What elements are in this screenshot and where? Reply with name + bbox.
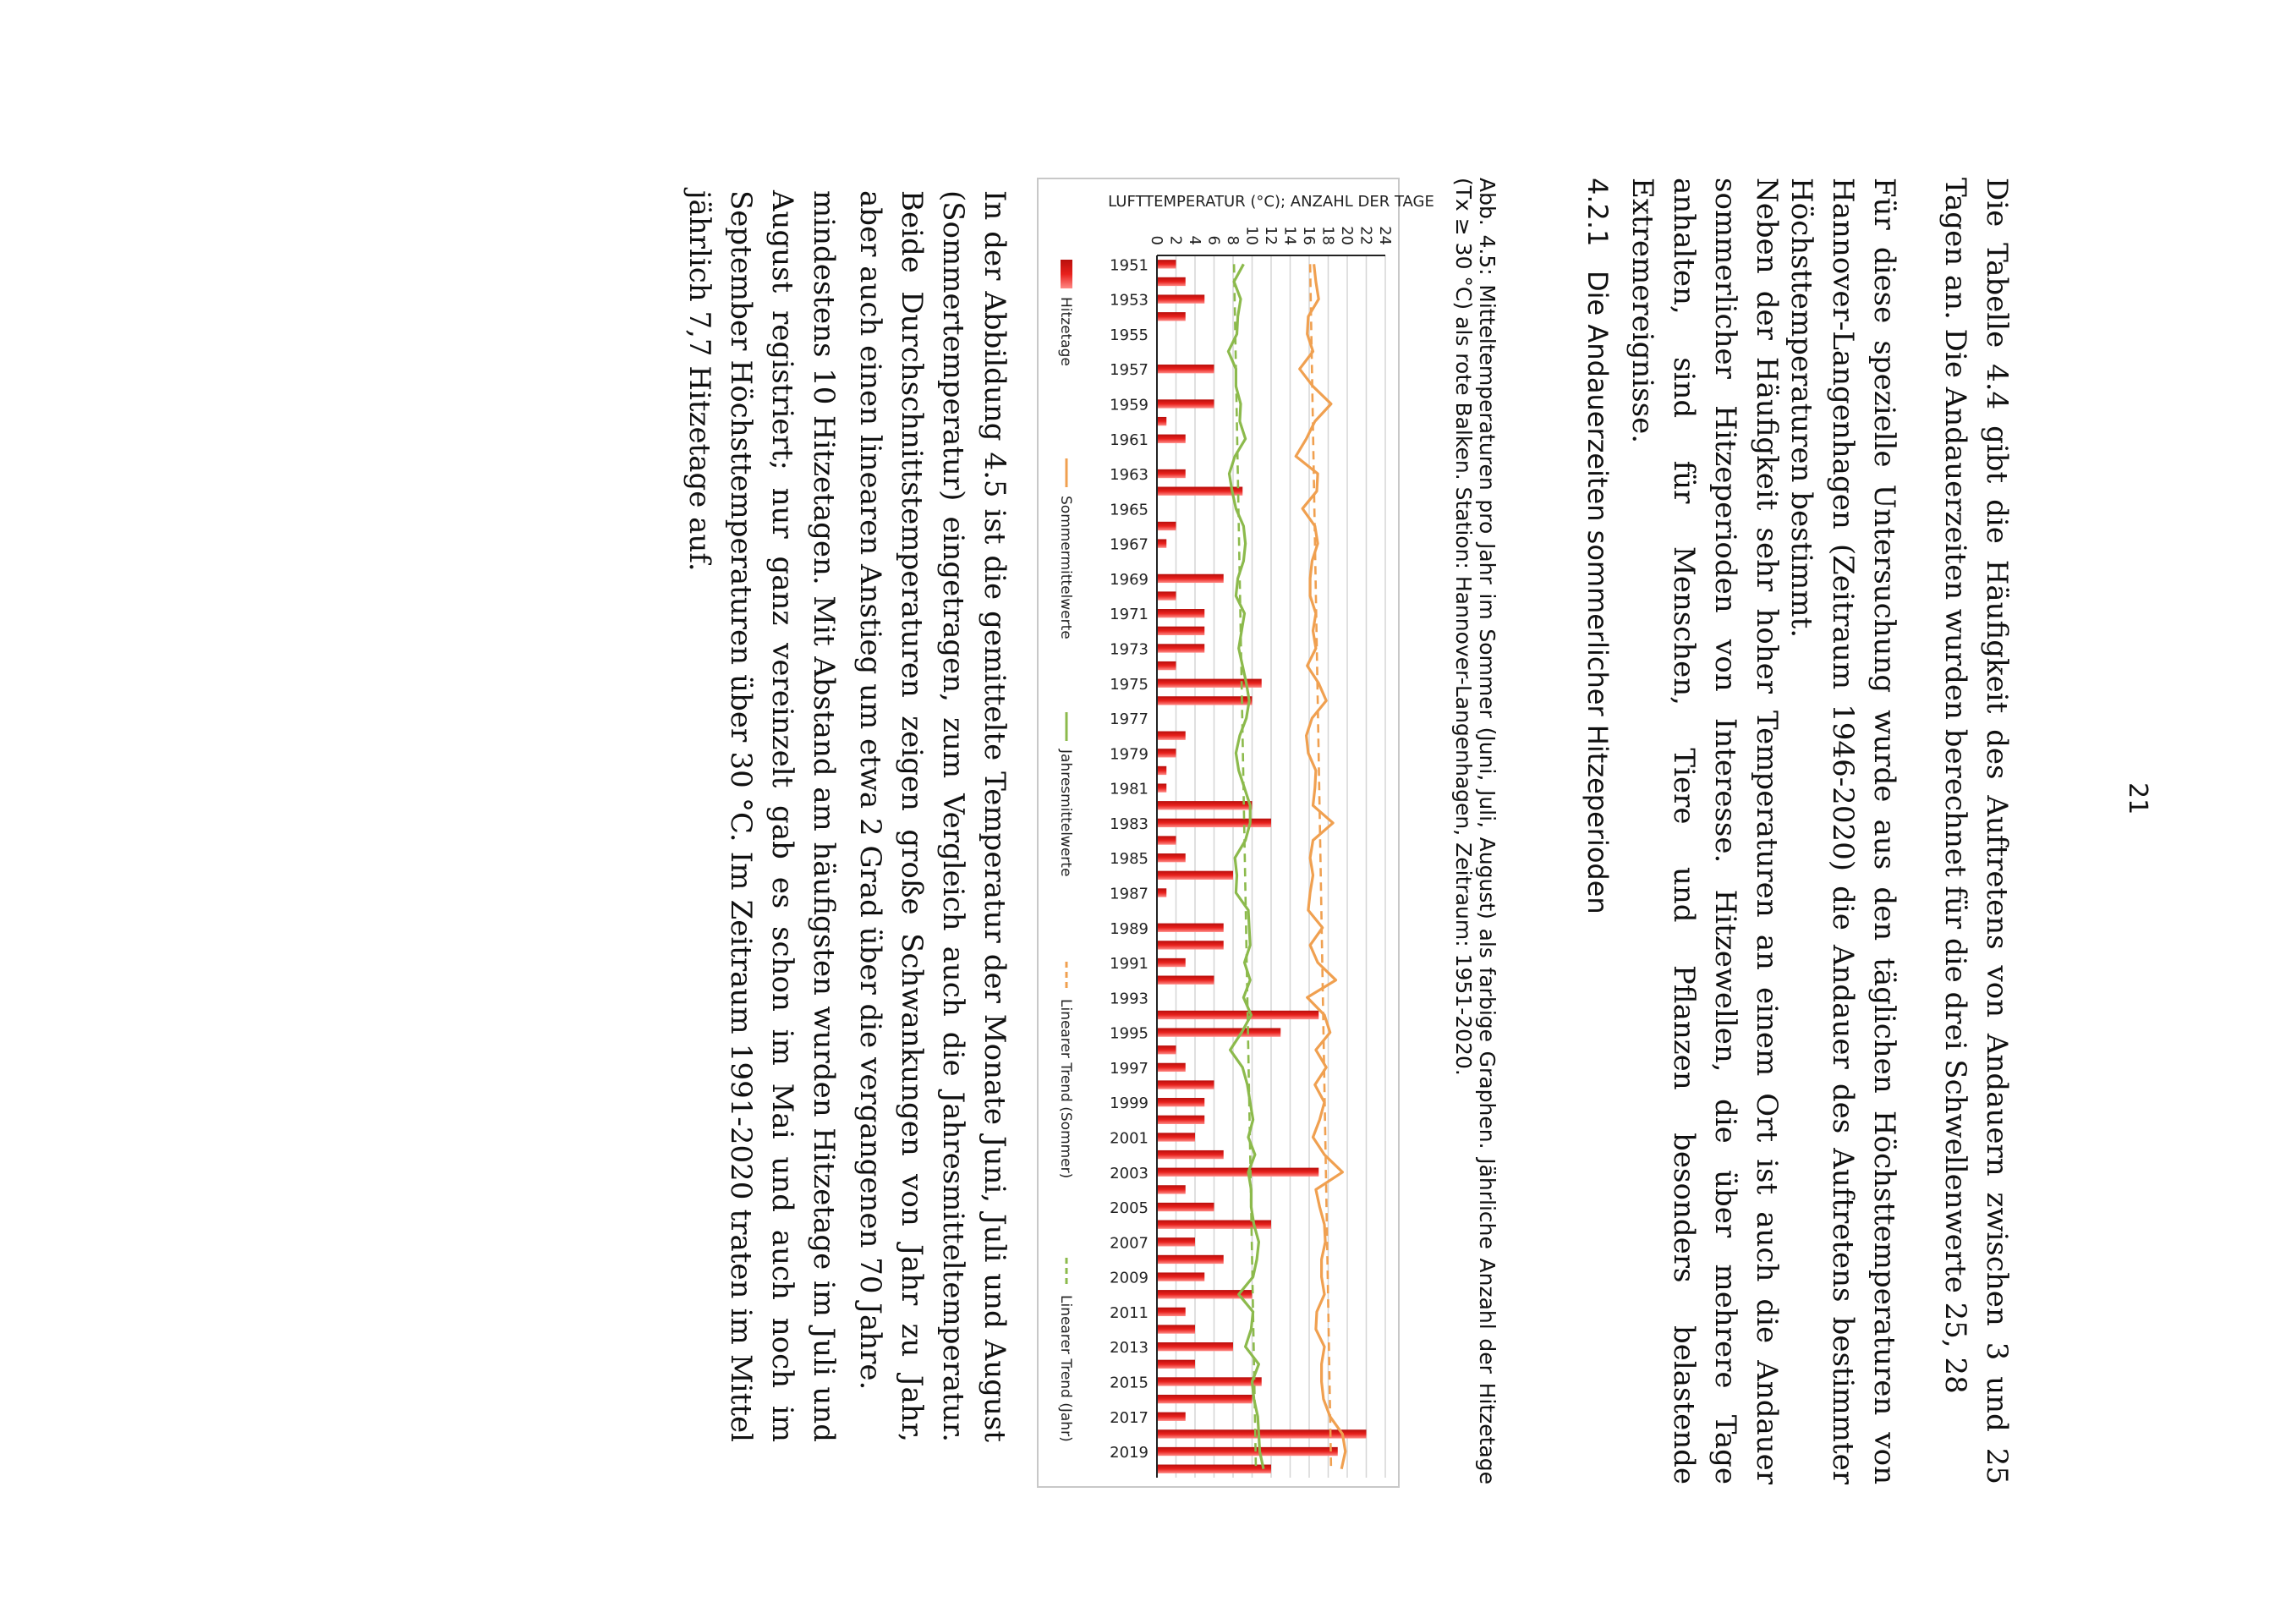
x-tick-label: 1981	[1110, 780, 1148, 798]
x-tick-label: 1989	[1110, 919, 1148, 938]
hitzetage-bar	[1157, 1308, 1186, 1316]
hitzetage-bar	[1157, 1011, 1318, 1019]
x-tick-label: 1957	[1110, 361, 1148, 380]
x-tick-label: 2011	[1110, 1303, 1148, 1322]
x-tick-label: 2019	[1110, 1444, 1148, 1462]
hitzetage-bar	[1157, 399, 1214, 408]
x-tick-label: 1979	[1110, 745, 1148, 764]
hitzetage-bar	[1157, 609, 1204, 617]
hitzetage-bar	[1157, 1116, 1204, 1124]
hitzetage-bar	[1157, 294, 1204, 303]
legend-label: Linearer Trend (Jahr)	[1057, 1295, 1074, 1442]
legend-item	[1057, 458, 1074, 639]
hitzetage-bar	[1157, 1465, 1271, 1473]
hitzetage-bar	[1157, 1272, 1204, 1281]
y-tick-label: 24	[1376, 226, 1394, 245]
hitzetage-bar	[1157, 1360, 1195, 1369]
y-tick-label: 4	[1186, 235, 1203, 245]
x-tick-label: 1965	[1110, 501, 1148, 519]
hitzetage-bar	[1157, 627, 1204, 635]
x-tick-label: 1987	[1110, 885, 1148, 903]
x-tick-label: 1963	[1110, 466, 1148, 485]
sommermittelwerte-line	[1296, 264, 1346, 1468]
hitzetage-bar	[1157, 976, 1214, 985]
x-tick-label: 2003	[1110, 1164, 1148, 1182]
hitzetage-bar	[1157, 958, 1186, 967]
y-tick-label: 12	[1262, 226, 1280, 245]
y-tick-label: 18	[1318, 226, 1337, 245]
hitzetage-bar	[1157, 941, 1224, 949]
legend-item	[1057, 962, 1074, 1178]
hitzetage-bar	[1157, 417, 1166, 425]
hitzetage-bar	[1157, 522, 1176, 530]
figure-4-5	[1037, 178, 1434, 1488]
x-tick-label: 1953	[1110, 291, 1148, 310]
legend-item	[1057, 1258, 1074, 1442]
x-tick-label: 1969	[1110, 570, 1148, 589]
x-tick-label: 2009	[1110, 1269, 1148, 1287]
y-tick-label: 22	[1357, 226, 1375, 245]
x-tick-label: 1983	[1110, 815, 1148, 833]
hitzetage-bar	[1157, 1133, 1195, 1141]
hitzetage-bar	[1157, 1203, 1214, 1211]
x-tick-label: 2001	[1110, 1129, 1148, 1148]
hitzetage-bar	[1157, 661, 1176, 670]
hitzetage-bar	[1157, 783, 1166, 792]
x-tick-label: 2005	[1110, 1199, 1148, 1218]
hitzetage-bar	[1157, 853, 1186, 862]
y-tick-label: 0	[1148, 235, 1165, 245]
paragraph-figure-description: In der Abbildung 4.5 ist die gemittelte Temperatur der Monate Juni, Juli und August (Sommertemperatur) eingetragen, zum Vergleich auch die Jahresmitteltemperatur. Beide Durchschnittstemperaturen zeigen große Schwankungen von Jahr zu Jahr, aber auch einen linearen Anstieg um etwa 2 Grad über die vergangenen 70 Jahre.	[853, 190, 1011, 1442]
legend-label: Linearer Trend (Sommer)	[1057, 999, 1074, 1179]
section-title: Die Andauerzeiten sommerlicher Hitzeperioden	[1582, 271, 1614, 914]
x-tick-label: 1993	[1110, 990, 1148, 1008]
hitzetage-bar	[1157, 277, 1186, 286]
x-tick-label: 2013	[1110, 1339, 1148, 1358]
y-tick-label: 20	[1338, 226, 1356, 245]
figure-caption: Abb. 4.5: Mitteltemperaturen pro Jahr im Sommer (Juni, Juli, August) als farbige Graphen. Jährliche Anzahl der Hitzetage (Tx ≥ 30 °C) als rote Balken. Station: Hannover-Langenhagen, Zeitraum: 1951-2020.	[1451, 178, 1499, 1484]
hitzetage-bar	[1157, 1429, 1367, 1438]
hitzetage-bar	[1157, 365, 1214, 373]
hitzetage-bar	[1157, 574, 1224, 583]
hitzetage-bar	[1157, 469, 1186, 478]
y-tick-label: 6	[1204, 235, 1223, 245]
hitzetage-bar	[1157, 924, 1224, 932]
section-heading	[1582, 178, 1614, 914]
x-tick-label: 1977	[1110, 710, 1148, 729]
x-tick-label: 1973	[1110, 640, 1148, 659]
x-tick-label: 2015	[1110, 1374, 1148, 1392]
hitzetage-bar	[1157, 1098, 1204, 1106]
hitzetage-bar	[1157, 487, 1242, 496]
legend-label: Jahresmittelwerte	[1057, 749, 1074, 877]
y-tick-label: 2	[1166, 235, 1185, 245]
hitzetage-bar	[1157, 1150, 1224, 1159]
x-tick-label: 1985	[1110, 850, 1148, 869]
legend-swatch-hitzetage	[1061, 260, 1072, 288]
hitzetage-bar	[1157, 1063, 1186, 1072]
hitzetage-bar	[1157, 435, 1186, 443]
y-axis-title: LUFTTEMPERATUR (°C); ANZAHL DER TAGE	[1108, 193, 1434, 211]
hitzetage-bar	[1157, 871, 1233, 880]
x-tick-label: 1951	[1110, 256, 1148, 275]
legend-label: Hitzetage	[1057, 297, 1074, 366]
temperature-hitzetage-chart	[1039, 179, 1434, 1486]
hitzetage-bar	[1157, 539, 1166, 547]
hitzetage-bar	[1157, 312, 1186, 321]
x-tick-label: 2017	[1110, 1408, 1148, 1427]
paragraph-method: Für diese spezielle Untersuchung wurde aus den täglichen Höchsttemperaturen von Hannover-Langenhagen (Zeitraum 1946-2020) die Andauer des Auftretens bestimmter Höchsttemperaturen bestimmt.	[1784, 178, 1901, 1484]
legend-item	[1057, 260, 1074, 366]
hitzetage-bar	[1157, 888, 1166, 897]
hitzetage-bar	[1157, 1395, 1253, 1403]
hitzetage-bar	[1157, 1028, 1280, 1036]
hitzetage-bar	[1157, 1325, 1195, 1333]
hitzetage-bar	[1157, 1413, 1186, 1421]
hitzetage-bar	[1157, 1377, 1262, 1385]
paragraph-table-reference: Die Tabelle 4.4 gibt die Häufigkeit des Auftretens von Andauern zwischen 3 und 25 Tagen an. Die Andauerzeiten wurden berechnet für die drei Schwellenwerte 25, 28	[1938, 178, 2014, 1484]
hitzetage-bar	[1157, 591, 1176, 600]
hitzetage-bar	[1157, 749, 1176, 757]
hitzetage-bar	[1157, 1080, 1214, 1089]
paragraph-andauer-intro: Neben der Häufigkeit sehr hoher Temperaturen an einem Ort ist auch die Andauer sommerlicher Hitzeperioden von Interesse. Hitzewellen, die über mehrere Tage anhalten, sind für Menschen, Tiere und Pflanzen besonders belastende Extremereignisse.	[1625, 178, 1784, 1484]
hitzetage-bar	[1157, 1342, 1233, 1351]
legend-item	[1057, 712, 1074, 876]
hitzetage-bar	[1157, 1045, 1176, 1054]
hitzetage-bar	[1157, 1168, 1318, 1177]
hitzetage-bar	[1157, 801, 1253, 809]
hitzetage-bar	[1157, 696, 1253, 705]
page-number: 21	[2123, 782, 2152, 815]
x-tick-label: 1999	[1110, 1095, 1148, 1113]
section-number: 4.2.1	[1582, 178, 1614, 247]
hitzetage-bar	[1157, 1237, 1195, 1246]
hitzetage-bar	[1157, 819, 1271, 827]
legend-label: Sommermittelwerte	[1057, 496, 1074, 639]
x-tick-label: 1967	[1110, 535, 1148, 554]
x-tick-label: 1961	[1110, 431, 1148, 449]
hitzetage-bar	[1157, 1447, 1338, 1456]
paragraph-hitzetage-summary: mindestens 10 Hitzetagen. Mit Abstand am häufigsten wurden Hitzetage im Juli und August registriert; nur ganz vereinzelt gab es schon im Mai und auch noch im September Höchsttemperaturen über 30 °C. Im Zeitraum 1991-2020 traten im Mittel jährlich 7,7 Hitzetage auf.	[682, 190, 841, 1442]
y-tick-label: 14	[1280, 226, 1299, 245]
hitzetage-bar	[1157, 260, 1176, 268]
x-tick-label: 1959	[1110, 396, 1148, 414]
y-tick-label: 10	[1242, 226, 1261, 245]
chart-legend	[1057, 260, 1074, 1442]
y-tick-label: 16	[1300, 226, 1318, 245]
x-tick-label: 1997	[1110, 1059, 1148, 1078]
x-tick-label: 1991	[1110, 955, 1148, 974]
y-tick-label: 8	[1224, 235, 1242, 245]
hitzetage-bars	[1157, 260, 1367, 1473]
hitzetage-bar	[1157, 644, 1204, 652]
x-tick-label: 1955	[1110, 326, 1148, 344]
x-tick-label: 1971	[1110, 606, 1148, 624]
hitzetage-bar	[1157, 1255, 1224, 1264]
x-tick-label: 1975	[1110, 675, 1148, 694]
hitzetage-bar	[1157, 766, 1166, 775]
x-tick-label: 2007	[1110, 1234, 1148, 1253]
hitzetage-bar	[1157, 1185, 1186, 1193]
x-tick-label: 1995	[1110, 1024, 1148, 1043]
hitzetage-bar	[1157, 732, 1186, 740]
hitzetage-bar	[1157, 836, 1176, 844]
